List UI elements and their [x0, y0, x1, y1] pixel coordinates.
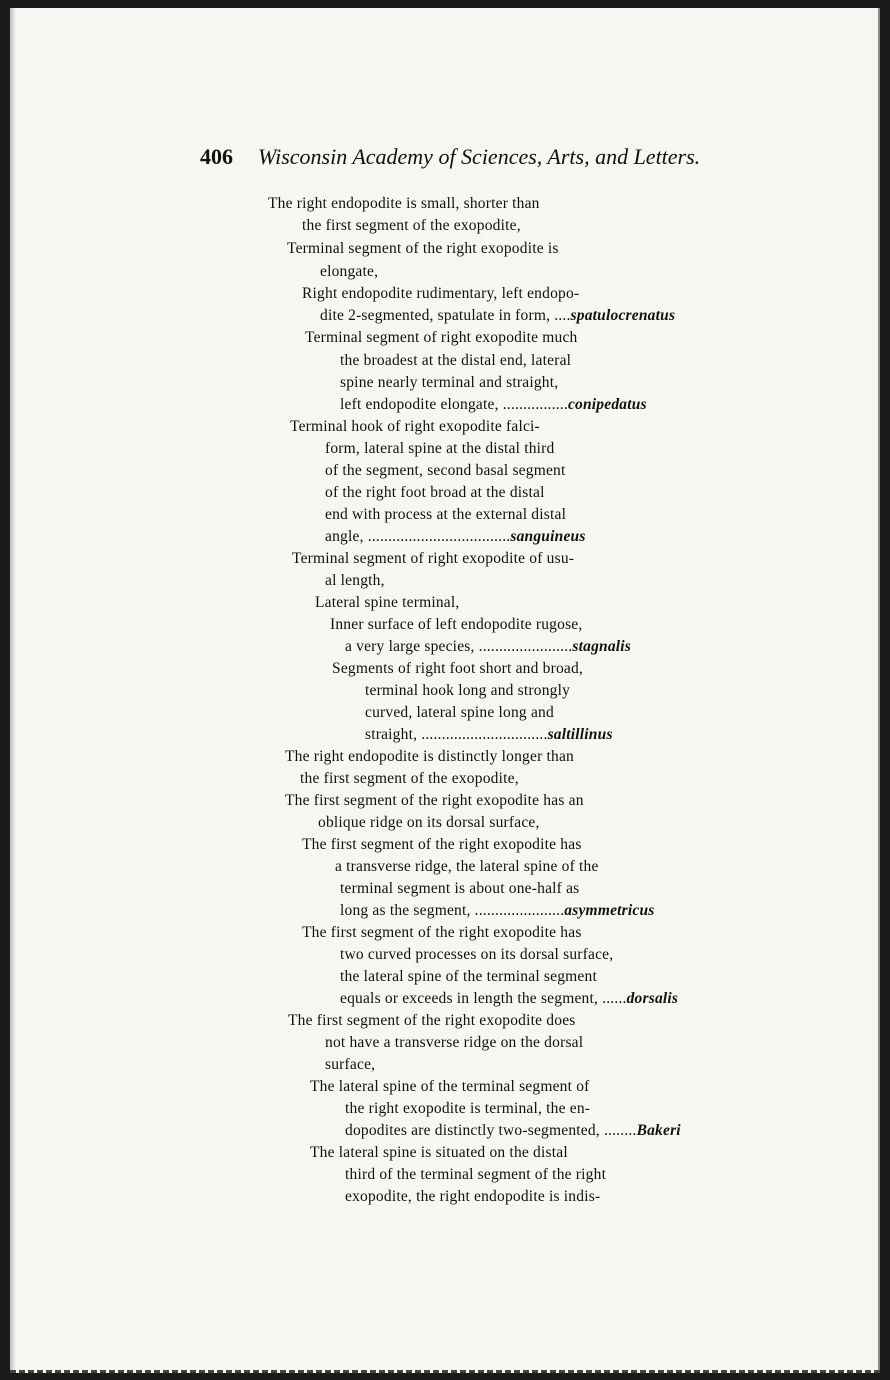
key-line	[290, 417, 540, 437]
key-line	[340, 967, 597, 987]
key-line-with-taxon	[345, 1121, 681, 1141]
key-line-text: a transverse ridge, the lateral spine of the	[335, 858, 599, 875]
key-line-text: dite 2-segmented, spatulate in form, ....	[320, 307, 571, 324]
key-line	[345, 1165, 606, 1185]
key-line-text: Lateral spine terminal,	[315, 594, 460, 611]
taxon-name: Bakeri	[636, 1122, 681, 1139]
key-line-text: The right endopodite is small, shorter than	[268, 195, 540, 212]
key-line	[287, 239, 559, 259]
key-line-text: The right endopodite is distinctly longer than	[285, 748, 575, 765]
key-line	[268, 194, 540, 214]
key-line-text: terminal hook long and strongly	[365, 682, 571, 699]
key-line-text: terminal segment is about one-half as	[340, 880, 580, 897]
key-line-text: of the right foot broad at the distal	[325, 484, 545, 501]
key-line-text: dopodites are distinctly two-segmented, ........	[345, 1122, 637, 1139]
key-line-with-taxon	[340, 989, 678, 1009]
taxon-name: spatulocrenatus	[570, 307, 676, 324]
key-line	[340, 373, 558, 393]
key-line	[310, 1077, 590, 1097]
key-line-text: form, lateral spine at the distal third	[325, 440, 555, 457]
key-line-text: The lateral spine is situated on the distal	[310, 1144, 568, 1161]
key-line-with-taxon	[340, 901, 655, 921]
key-line	[325, 505, 566, 525]
key-line-text: The first segment of the right exopodite has	[302, 924, 582, 941]
taxon-name: sanguineus	[510, 528, 586, 545]
key-line	[288, 1011, 576, 1031]
taxon-name: stagnalis	[572, 638, 632, 655]
key-line	[345, 1099, 590, 1119]
key-line-text: Inner surface of left endopodite rugose,	[330, 616, 583, 633]
document-page	[10, 8, 880, 1373]
key-line-text: not have a transverse ridge on the dorsal	[325, 1034, 584, 1051]
key-line-text: Terminal hook of right exopodite falci-	[290, 418, 540, 435]
key-line-text: spine nearly terminal and straight,	[340, 374, 559, 391]
key-line	[302, 923, 582, 943]
key-line-text: oblique ridge on its dorsal surface,	[318, 814, 540, 831]
key-line-text: long as the segment, ......................	[340, 902, 565, 919]
key-line	[340, 879, 579, 899]
key-line	[325, 571, 385, 591]
taxon-name: dorsalis	[626, 990, 679, 1007]
key-line	[325, 483, 545, 503]
key-line	[285, 791, 584, 811]
key-line-text: The lateral spine of the terminal segment of	[310, 1078, 590, 1095]
key-line	[325, 439, 554, 459]
key-line	[330, 615, 582, 635]
key-line-text: equals or exceeds in length the segment, ......	[340, 990, 627, 1007]
key-line-text: the broadest at the distal end, lateral	[340, 352, 572, 369]
key-line-text: surface,	[325, 1056, 376, 1073]
key-line-text: of the segment, second basal segment	[325, 462, 566, 479]
key-line	[302, 216, 521, 236]
key-line	[318, 813, 540, 833]
key-line-text: Terminal segment of the right exopodite is	[287, 240, 559, 257]
key-line	[325, 461, 566, 481]
key-line-text: The first segment of the right exopodite does	[288, 1012, 576, 1029]
key-line-text: Segments of right foot short and broad,	[332, 660, 584, 677]
key-line	[315, 593, 459, 613]
key-line	[340, 351, 571, 371]
key-line-with-taxon	[320, 306, 675, 326]
key-line-text: the first segment of the exopodite,	[300, 770, 519, 787]
key-line	[325, 1033, 583, 1053]
key-line-text: curved, lateral spine long and	[365, 704, 554, 721]
key-line-text: a very large species, .......................	[345, 638, 573, 655]
key-line-text: third of the terminal segment of the right	[345, 1166, 607, 1183]
key-line	[345, 1187, 600, 1207]
key-line-text: two curved processes on its dorsal surface,	[340, 946, 614, 963]
key-line-text: Terminal segment of right exopodite much	[305, 329, 578, 346]
key-line-text: elongate,	[320, 263, 379, 280]
key-line-text: the first segment of the exopodite,	[302, 217, 521, 234]
key-line	[325, 1055, 375, 1075]
taxonomic-key	[10, 8, 880, 1370]
key-line	[365, 703, 554, 723]
page-number: 406	[200, 144, 233, 169]
taxon-name: asymmetricus	[564, 902, 655, 919]
key-line	[305, 328, 578, 348]
key-line-text: The first segment of the right exopodite has	[302, 836, 582, 853]
key-line-with-taxon	[345, 637, 631, 657]
key-line	[302, 284, 579, 304]
key-line	[335, 857, 599, 877]
key-line-text: the right exopodite is terminal, the en-	[345, 1100, 591, 1117]
key-line-text: Right endopodite rudimentary, left endopo-	[302, 285, 580, 302]
key-line-text: angle, ...................................	[325, 528, 511, 545]
running-title: Wisconsin Academy of Sciences, Arts, and Letters.	[258, 144, 701, 169]
taxon-name: saltillinus	[547, 726, 613, 743]
key-line-text: the lateral spine of the terminal segment	[340, 968, 597, 985]
key-line	[365, 681, 570, 701]
taxon-name: conipedatus	[567, 396, 647, 413]
key-line-text: exopodite, the right endopodite is indis-	[345, 1188, 601, 1205]
key-line	[285, 747, 574, 767]
key-line	[332, 659, 583, 679]
key-line-text: The first segment of the right exopodite has an	[285, 792, 584, 809]
key-line	[302, 835, 582, 855]
key-line	[320, 262, 378, 282]
key-line-with-taxon	[340, 395, 647, 415]
key-line	[340, 945, 613, 965]
key-line	[310, 1143, 568, 1163]
key-line-text: end with process at the external distal	[325, 506, 567, 523]
key-line-text: al length,	[325, 572, 385, 589]
key-line-with-taxon	[365, 725, 613, 745]
key-line-text: straight, ...............................	[365, 726, 548, 743]
key-line	[300, 769, 519, 789]
key-line-with-taxon	[325, 527, 586, 547]
key-line-text: Terminal segment of right exopodite of usu-	[292, 550, 575, 567]
key-line	[292, 549, 574, 569]
key-line-text: left endopodite elongate, ................	[340, 396, 568, 413]
